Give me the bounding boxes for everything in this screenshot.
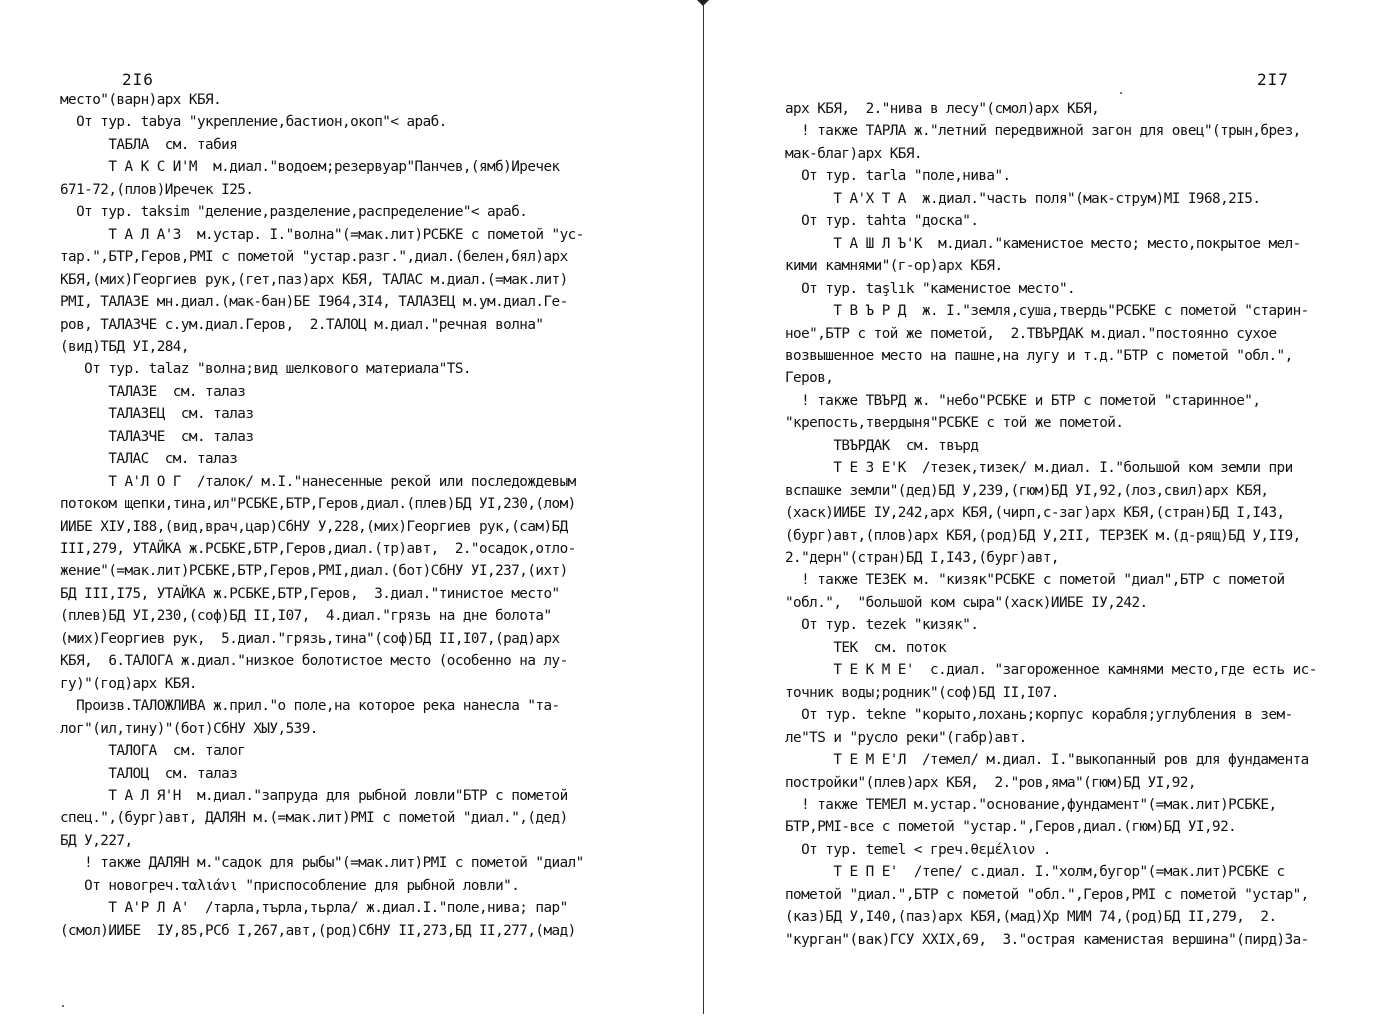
- text-line: спец.",(бург)авт, ДАЛЯН м.(=мак.лит)РМI с пометой "диал.",(дед): [60, 810, 568, 827]
- text-line: Т В Ъ Р Д ж. I."земля,суша,твердь"РСБКЕ с пометой "старин-: [785, 303, 1309, 320]
- text-line: ТАЛОГА см. талог: [60, 743, 246, 760]
- text-line: ! также ТЕЗЕК м. "кизяк"РСБКЕ с пометой "диал",БТР с пометой: [785, 572, 1285, 589]
- text-line: От тур. tezek "кизяк".: [785, 617, 979, 634]
- text-line: ТАЛАС см. талаз: [60, 451, 238, 468]
- text-line: От тур. taksim "деление,разделение,распределение"< араб.: [60, 204, 528, 221]
- text-line: 671-72,(плов)Иречек I25.: [60, 181, 254, 198]
- text-line: гу)"(год)арх КБЯ.: [60, 675, 197, 692]
- text-line: Т А Ш Л Ъ'К м.диал."каменистое место; место,покрытое мел-: [785, 235, 1301, 252]
- text-line: (вид)ТБД УI,284,: [60, 338, 189, 355]
- text-line: Т А'Л О Г /талок/ м.I."нанесенные рекой или последождевым: [60, 473, 576, 490]
- text-line: вспашке земли"(дед)БД У,239,(гюм)БД УI,92,(лоз,свил)арх КБЯ,: [785, 482, 1269, 499]
- text-line: ! также ТВЪРД ж. "небо"РСБКЕ и БТР с пометой "старинное",: [785, 392, 1261, 409]
- text-line: ТАБЛА см. табия: [60, 136, 238, 153]
- text-line: Т Е З Е'К /тезек,тизек/ м.диал. I."большой ком земли при: [785, 460, 1293, 477]
- text-line: От тур. tarla "поле,нива".: [785, 168, 1011, 185]
- page-divider: [703, 4, 704, 1014]
- text-line: "обл.", "большой ком сыра"(хаск)ИИБЕ IУ,242.: [785, 594, 1148, 611]
- text-line: БД У,227,: [60, 832, 133, 849]
- text-line: РМI, ТАЛАЗЕ мн.диал.(мак-бан)БЕ I964,3I4, ТАЛАЗЕЦ м.ум.диал.Ге-: [60, 294, 568, 311]
- text-line: (каз)БД У,I40,(паз)арх КБЯ,(мад)Хр МИМ 74,(род)БД II,279, 2.: [785, 909, 1277, 926]
- text-line: ТВЪРДАК см. твърд: [785, 437, 979, 454]
- text-line: ТАЛОЦ см. талаз: [60, 765, 238, 782]
- text-line: "курган"(вак)ГСУ XXIX,69, 3."острая каменистая вершина"(пирд)За-: [785, 931, 1309, 948]
- text-line: III,279, УТАЙКА ж.РСБКЕ,БТР,Геров,диал.(тр)авт, 2."осадок,отло-: [60, 541, 576, 557]
- text-line: мак-благ)арх КБЯ.: [785, 145, 922, 162]
- text-line: От тур. tabya "укрепление,бастион,окоп"< араб.: [60, 114, 447, 131]
- text-line: арх КБЯ, 2."нива в лесу"(смол)арх КБЯ,: [785, 101, 1100, 117]
- text-line: От тур. taşlık "каменистое место".: [785, 280, 1076, 297]
- text-line: ИИБЕ ХIУ,I88,(вид,врач,цар)СбНУ У,228,(мих)Георгиев рук,(сам)БД: [60, 518, 568, 535]
- text-line: пометой "диал.",БТР с пометой "обл.",Геров,РМI с пометой "устар",: [785, 886, 1309, 903]
- text-line: возвышенное место на пашне,на лугу и т.д."БТР с пометой "обл.",: [785, 347, 1293, 364]
- text-line: Т А'Р Л А' /тарла,търла,тьрла/ ж.диал.I."поле,нива; пар": [60, 900, 568, 917]
- text-line: От тур. talaz "волна;вид шелкового материала"TS.: [60, 361, 471, 378]
- text-line: Геров,: [785, 370, 834, 387]
- text-line: ле"TS и "русло реки"(габр)авт.: [785, 729, 1027, 746]
- text-line: ! также ТЕМЕЛ м.устар."основание,фундамент"(=мак.лит)РСБКЕ,: [785, 796, 1277, 813]
- text-line: Т А К С И'М м.диал."водоем;резервуар"Панчев,(ямб)Иречек: [60, 159, 560, 176]
- text-line: ТАЛАЗЧЕ см. талаз: [60, 428, 254, 445]
- text-line: (бург)авт,(плов)арх КБЯ,(род)БД У,2II, ТЕРЗЕК м.(д-рящ)БД У,II9,: [785, 527, 1301, 544]
- left-page: [0, 0, 690, 1027]
- text-line: От тур. temel < греч.θεμέλιον .: [785, 841, 1051, 858]
- text-line: ! также ДАЛЯН м."садок для рыбы"(=мак.лит)РМI с пометой "диал": [60, 855, 584, 872]
- text-line: ТАЛАЗЕЦ см. талаз: [60, 406, 254, 423]
- text-line: (мих)Георгиев рук, 5.диал."грязь,тина"(соф)БД II,I07,(рад)арх: [60, 630, 560, 647]
- right-page: [710, 0, 1400, 1027]
- text-line: ! также ТАРЛА ж."летний передвижной загон для овец"(трын,брез,: [785, 123, 1301, 140]
- text-line: потоком щепки,тина,ил"РСБКЕ,БТР,Геров,диал.(плев)БД УI,230,(лом): [60, 496, 576, 513]
- text-line: Произв.ТАЛОЖЛИВА ж.прил."о поле,на которое река нанесла "та-: [60, 698, 560, 715]
- text-line: ное",БТР с той же пометой, 2.ТВЪРДАК м.диал."постоянно сухое: [785, 325, 1277, 342]
- text-line: (смол)ИИБЕ IУ,85,РСб I,267,авт,(род)СбНУ II,273,БД II,277,(мад): [60, 922, 576, 939]
- text-line: От тур. tahta "доска".: [785, 213, 979, 230]
- text-line: Т Е К М Е' с.диал. "загороженное камнями место,где есть ис-: [785, 662, 1317, 679]
- text-line: Т Е М Е'Л /темел/ м.диал. I."выкопанный ров для фундамента: [785, 752, 1309, 769]
- text-line: БД III,I75, УТАЙКА ж.РСБКЕ,БТР,Геров, 3.диал."тинистое место": [60, 585, 560, 602]
- text-line: Т А Л Я'Н м.диал."запруда для рыбной ловли"БТР с пометой: [60, 787, 568, 804]
- text-line: Т А'Х Т А ж.диал."часть поля"(мак-струм)МI I968,2I5.: [785, 190, 1261, 207]
- text-line: ров, ТАЛАЗЧЕ с.ум.диал.Геров, 2.ТАЛОЦ м.диал."речная волна": [60, 316, 544, 333]
- text-line: кими камнями"(г-ор)арх КБЯ.: [785, 258, 1003, 275]
- text-line: БТР,РМI-все с пометой "устар.",Геров,диал.(гюм)БД УI,92.: [785, 819, 1237, 836]
- page-number: 2I6: [122, 70, 154, 89]
- text-line: жение"(=мак.лит)РСБКЕ,БТР,Геров,РМI,диал.(бот)СбНУ УI,237,(ихт): [60, 563, 568, 580]
- text-line: От новогреч.ταλιάνι "приспособление для рыбной ловли".: [60, 877, 520, 894]
- text-line: КБЯ,(мих)Георгиев рук,(гет,паз)арх КБЯ, ТАЛАС м.диал.(=мак.лит): [60, 271, 568, 288]
- text-line: точник воды;родник"(соф)БД II,I07.: [785, 684, 1059, 701]
- text-line: От тур. tekne "корыто,лохань;корпус корабля;углубления в зем-: [785, 707, 1293, 724]
- page-number: 2I7: [1257, 70, 1289, 89]
- text-line: ТЕК см. поток: [785, 639, 947, 656]
- text-line: "крепость,твердыня"РСБКЕ с той же пометой.: [785, 415, 1124, 432]
- scan-speck: [1120, 92, 1122, 94]
- text-line: тар.",БТР,Геров,РМI с пометой "устар.разг.",диал.(белен,бял)арх: [60, 249, 568, 266]
- text-line: КБЯ, 6.ТАЛОГА ж.диал."низкое болотистое место (особенно на лу-: [60, 653, 568, 670]
- scan-speck: [62, 1005, 64, 1007]
- text-line: (хаск)ИИБЕ IУ,242,арх КБЯ,(чирп,с-заг)арх КБЯ,(стран)БД I,I43,: [785, 505, 1285, 522]
- text-line: лог"(ил,тину)"(бот)СбНУ ХЫУ,539.: [60, 720, 318, 737]
- text-line: Т Е П Е' /тепе/ с.диал. I."холм,бугор"(=мак.лит)РСБКЕ с: [785, 864, 1285, 881]
- text-line: постройки"(плев)арх КБЯ, 2."ров,яма"(гюм)БД УI,92,: [785, 774, 1196, 791]
- text-line: место"(варн)арх КБЯ.: [60, 92, 222, 108]
- text-line: (плев)БД УI,230,(соф)БД II,I07, 4.диал."грязь на дне болота": [60, 608, 552, 625]
- text-line: ТАЛАЗЕ см. талаз: [60, 383, 246, 400]
- text-line: Т А Л А'З м.устар. I."волна"(=мак.лит)РСБКЕ с пометой "ус-: [60, 226, 584, 243]
- text-line: 2."дерн"(стран)БД I,I43,(бург)авт,: [785, 550, 1059, 566]
